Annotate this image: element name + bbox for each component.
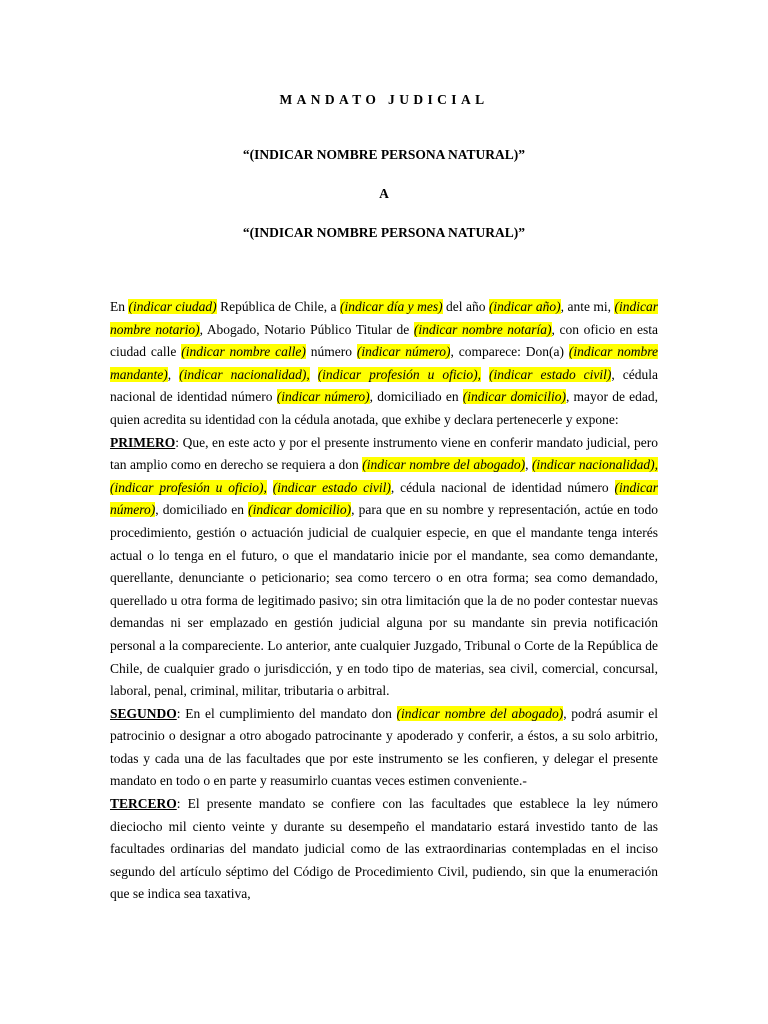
text: En (110, 299, 129, 314)
placeholder-field: (indicar nombre calle) (181, 344, 306, 360)
text: , domiciliado en (155, 502, 249, 518)
clause-primero (110, 432, 658, 703)
placeholder-field: (indicar número) (276, 389, 370, 405)
clause-segundo (110, 703, 658, 793)
text (267, 480, 273, 495)
placeholder-field: (indicar nombre del abogado) (396, 705, 564, 721)
document-body (110, 296, 658, 906)
text: : En el cumplimiento del mandato don (176, 705, 397, 721)
connector-a: A (379, 186, 389, 201)
grantor-name: “(INDICAR NOMBRE PERSONA NATURAL)” (242, 147, 526, 162)
placeholder-field: (indicar ciudad) (128, 299, 217, 314)
placeholder-field: (indicar número) (356, 344, 451, 360)
text: , (525, 457, 532, 473)
text: , podrá asumir el patrocinio o designar a otro abogado patrocinante y apoderado y conferir, a éstos, a su solo arbitrio, todas y cada una de las facultades que por este instrumento se les confieren, y delegar el presente mandato en todo o en parte y reasumirlo cuantas veces estimen conveniente.- (110, 705, 658, 789)
text: , mayor de edad, quien acredita su identidad con la cédula anotada, que exhibe y declara pertenecerle y expone: (110, 389, 658, 427)
clause-tercero (110, 793, 658, 906)
text (310, 367, 318, 382)
placeholder-field: (indicar número) (110, 479, 658, 518)
placeholder-field: (indicar profesión u oficio), (110, 479, 267, 495)
text: del año (442, 299, 489, 314)
text (481, 367, 489, 382)
placeholder-field: (indicar nacionalidad), (531, 457, 659, 473)
clause-heading: TERCERO (110, 796, 177, 812)
text: : El presente mandato se confiere con las facultades que establece la ley número dieciocho mil ciento veinte y durante su desempeño el mandatario estará investido tanto de las facultades ordinarias del mandato judicial como de las extraordinarias contempladas en el inciso segundo del artículo séptimo del Código de Procedimiento Civil, pudiendo, sin que la enumeración que se indica sea taxativa, (110, 796, 658, 902)
text: : Que, en este acto y por el presente instrumento viene en conferir mandato judicial, pero tan amplio como en derecho se requiera a don (110, 434, 658, 473)
text: , domiciliado en (369, 389, 463, 405)
text: número (305, 344, 357, 360)
document-title: MANDATO JUDICIAL (279, 92, 489, 107)
intro-paragraph (110, 296, 658, 432)
text: República de Chile, a (216, 299, 340, 314)
placeholder-field: (indicar año) (488, 299, 561, 314)
grantee-name: “(INDICAR NOMBRE PERSONA NATURAL)” (242, 225, 526, 240)
text: , comparece: Don(a) (450, 344, 569, 360)
placeholder-field: (indicar profesión u oficio), (317, 366, 481, 382)
placeholder-field: (indicar día y mes) (340, 299, 443, 314)
placeholder-field: (indicar nombre notaría) (413, 321, 552, 337)
clause-heading: PRIMERO (110, 434, 176, 450)
placeholder-field: (indicar estado civil) (488, 366, 612, 382)
placeholder-field: (indicar estado civil) (272, 479, 391, 495)
text: , Abogado, Notario Público Titular de (199, 321, 414, 337)
placeholder-field: (indicar nombre del abogado) (362, 457, 526, 473)
text: , para que en su nombre y representación, actúe en todo procedimiento, gestión o actuación judicial de cualquier especie, en que el mandante tenga interés actual o lo tenga en el futuro, o que el mandatario inicie por el mandante, sea como demandante, querellante, denunciante o peticionario; sea como tercero o en otra forma; sea como demandado, querellado u otra forma de legitimado pasivo; sin otra limitación que la de no poder contestar nuevas demandas ni ser emplazado en gestión judicial alguna por su mandante sin previa notificación personal a la compareciente. Lo anterior, ante cualquier Juzgado, Tribunal o Corte de la República de Chile, de cualquier grado o jurisdicción, y en todo tipo de materias, sea civil, comercial, concursal, laboral, penal, criminal, militar, tributaria o arbitral. (110, 502, 658, 699)
text: , cédula nacional de identidad número (390, 479, 615, 495)
placeholder-field: (indicar domicilio) (248, 502, 352, 518)
text: , ante mi, (560, 299, 615, 314)
placeholder-field: (indicar nombre mandante) (110, 344, 658, 382)
text: , (167, 366, 180, 382)
clause-heading: SEGUNDO (110, 705, 177, 721)
placeholder-field: (indicar nacionalidad), (179, 366, 310, 382)
text: , cédula nacional de identidad número (110, 366, 659, 405)
text: , con oficio en esta ciudad calle (110, 321, 658, 360)
placeholder-field: (indicar domicilio) (462, 389, 566, 405)
placeholder-field: (indicar nombre notario) (110, 299, 658, 337)
